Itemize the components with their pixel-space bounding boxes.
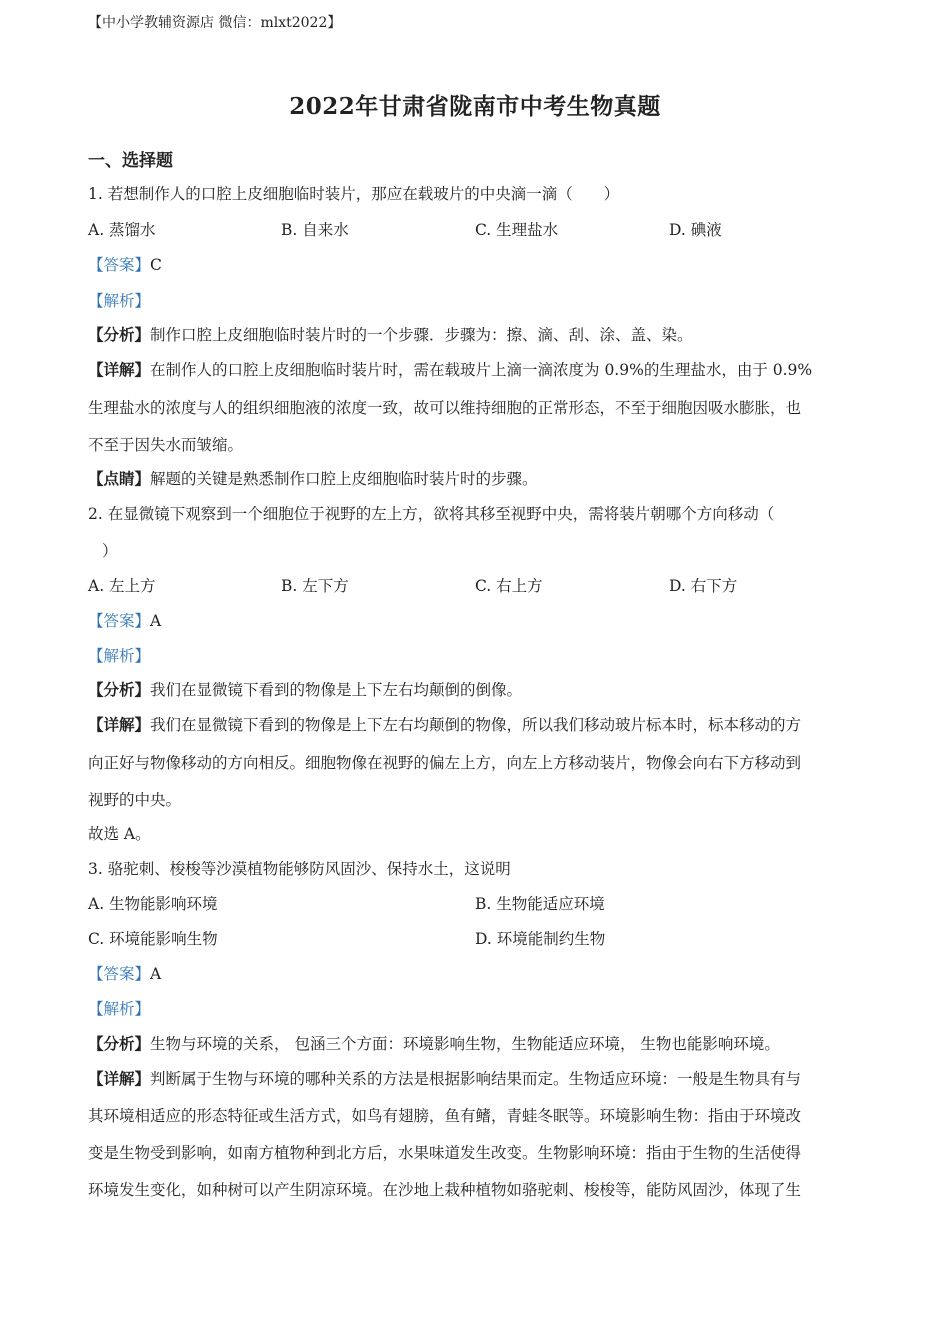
q1-option-b: B. 自来水 <box>281 221 349 239</box>
fenxi-label: 【分析】 <box>88 1034 151 1053</box>
q1-detail-line: 生理盐水的浓度与人的组织细胞液的浓度一致，故可以维持细胞的正常形态，不至于细胞因吸水膨胀，也 <box>88 399 802 417</box>
q2-option-b: B. 左下方 <box>281 577 349 595</box>
q3-fenxi <box>88 1032 780 1054</box>
q1-stem: 1. 若想制作人的口腔上皮细胞临时装片，那应在载玻片的中央滴一滴（ ） <box>88 185 620 203</box>
answer-label: 【答案】 <box>88 612 151 630</box>
q1-fenxi <box>88 323 693 345</box>
q3-option-a: A. 生物能影响环境 <box>88 895 218 913</box>
fenxi-text: 制作口腔上皮细胞临时装片时的一个步骤．步骤为：擦、滴、刮、涂、盖、染。 <box>150 326 693 344</box>
q3-answer <box>88 962 161 984</box>
detail-text: 在制作人的口腔上皮细胞临时装片时，需在载玻片上滴一滴浓度为 0.9%的生理盐水，由于 0.9% <box>150 361 813 379</box>
q3-option-b: B. 生物能适应环境 <box>475 895 605 913</box>
q2-answer <box>88 609 161 631</box>
fenxi-label: 【分析】 <box>88 325 151 344</box>
source-header: 【中小学教辅资源店 微信：mlxt2022】 <box>88 15 342 31</box>
answer-value: A <box>150 612 162 630</box>
q1-option-d: D. 碘液 <box>669 221 722 239</box>
q3-stem: 3. 骆驼刺、梭梭等沙漠植物能够防风固沙、保持水土，这说明 <box>88 860 511 878</box>
page-title: 2022年甘肃省陇南市中考生物真题 <box>289 93 661 120</box>
detail-text: 判断属于生物与环境的哪种关系的方法是根据影响结果而定。生物适应环境：一般是生物具有与 <box>150 1070 802 1088</box>
q1-dianjing <box>88 467 538 489</box>
q3-option-c: C. 环境能影响生物 <box>88 930 218 948</box>
fenxi-text: 生物与环境的关系， 包涵三个方面：环境影响生物，生物能适应环境， 生物也能影响环境。 <box>150 1035 780 1053</box>
section-heading: 一、选择题 <box>88 151 173 171</box>
answer-label: 【答案】 <box>88 256 151 274</box>
q2-analysis-label: 【解析】 <box>88 647 151 665</box>
detail-text: 我们在显微镜下看到的物像是上下左右均颠倒的物像，所以我们移动玻片标本时，标本移动的方 <box>150 716 802 734</box>
q2-stem: 2. 在显微镜下观察到一个细胞位于视野的左上方，欲将其移至视野中央，需将装片朝哪个方向移动（ <box>88 505 775 523</box>
q3-detail-line: 其环境相适应的形态特征或生活方式，如鸟有翅膀，鱼有鳍，青蛙冬眠等。环境影响生物：指由于环境改 <box>88 1107 802 1125</box>
q1-detail-line: 不至于因失水而皱缩。 <box>88 436 244 454</box>
q2-stem-cont: ） <box>102 542 118 560</box>
dianjing-text: 解题的关键是熟悉制作口腔上皮细胞临时装片时的步骤。 <box>150 470 538 488</box>
fenxi-label: 【分析】 <box>88 680 151 699</box>
q3-detail-line: 环境发生变化，如种树可以产生阴凉环境。在沙地上栽种植物如骆驼刺、梭梭等，能防风固沙，体现了生 <box>88 1181 802 1199</box>
q3-analysis-label: 【解析】 <box>88 1000 151 1018</box>
q1-detail-line <box>88 358 812 380</box>
q2-option-a: A. 左上方 <box>88 577 156 595</box>
q1-option-c: C. 生理盐水 <box>475 221 559 239</box>
answer-value: A <box>150 965 162 983</box>
fenxi-text: 我们在显微镜下看到的物像是上下左右均颠倒的倒像。 <box>150 681 523 699</box>
answer-value: C <box>150 256 162 274</box>
q1-option-a: A. 蒸馏水 <box>88 221 156 239</box>
xiangjie-label: 【详解】 <box>88 1069 151 1088</box>
q2-detail-line: 视野的中央。 <box>88 791 182 809</box>
xiangjie-label: 【详解】 <box>88 360 151 379</box>
xiangjie-label: 【详解】 <box>88 715 151 734</box>
q2-option-c: C. 右上方 <box>475 577 543 595</box>
answer-label: 【答案】 <box>88 965 151 983</box>
q3-option-d: D. 环境能制约生物 <box>475 930 606 948</box>
q1-answer <box>88 253 162 275</box>
q2-option-d: D. 右下方 <box>669 577 738 595</box>
dianjing-label: 【点睛】 <box>88 469 151 488</box>
q2-fenxi <box>88 678 522 700</box>
q3-detail-line <box>88 1067 801 1089</box>
q2-conclusion: 故选 A。 <box>88 825 151 843</box>
q2-detail-line <box>88 713 801 735</box>
q3-detail-line: 变是生物受到影响，如南方植物种到北方后，水果味道发生改变。生物影响环境：指由于生物的生活使得 <box>88 1144 802 1162</box>
q1-analysis-label: 【解析】 <box>88 292 151 310</box>
q2-detail-line: 向正好与物像移动的方向相反。细胞物像在视野的偏左上方，向左上方移动装片，物像会向右下方移动到 <box>88 754 802 772</box>
